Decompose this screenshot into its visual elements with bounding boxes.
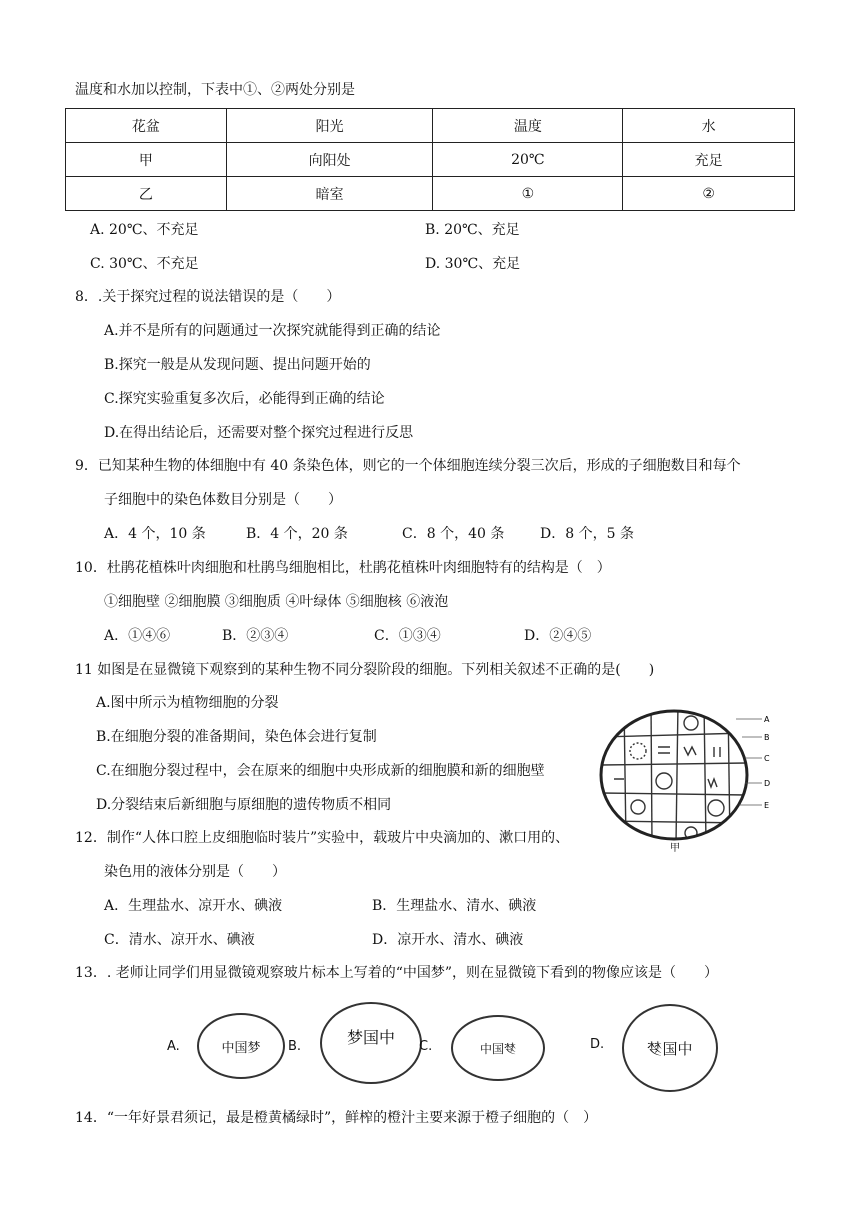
q10-items: ①细胞壁 ②细胞膜 ③细胞质 ④叶绿体 ⑤细胞核 ⑥液泡 (104, 594, 449, 610)
q10-option-d[interactable]: D．②④⑤ (524, 628, 592, 644)
q13-option-c-image[interactable] (451, 1015, 545, 1081)
label-leaders (736, 719, 762, 805)
table-cell: 乙 (66, 177, 227, 211)
q11-stem: 11 如图是在显微镜下观察到的某种生物不同分裂阶段的细胞。下列相关叙述不正确的是( ) (75, 662, 655, 678)
table-row (66, 177, 795, 211)
q9-option-d[interactable]: D．8 个，5 条 (540, 526, 634, 542)
q13-option-b-letter[interactable]: B. (288, 1039, 302, 1054)
table-header-cell: 花盆 (66, 109, 227, 143)
q8-option-a[interactable]: A.并不是所有的问题通过一次探究就能得到正确的结论 (104, 323, 441, 339)
q13-stem: 13．. 老师让同学们用显微镜观察玻片标本上写着的“中国梦”，则在显微镜下看到的物像应该是（ ） (75, 965, 719, 981)
q13-option-a-text: 中国梦 (221, 1040, 261, 1056)
mirrored-glyph: 梦 (504, 1041, 517, 1056)
q13-option-d-image[interactable] (622, 1004, 718, 1092)
q12-option-a[interactable]: A．生理盐水、凉开水、碘液 (104, 898, 283, 914)
q10-option-c[interactable]: C．①③④ (374, 628, 441, 644)
q13-option-d-letter[interactable]: D. (590, 1037, 605, 1052)
q12-stem-line2: 染色用的液体分别是（ ） (104, 864, 286, 880)
table-cell: 暗室 (226, 177, 433, 211)
q13-option-b-text: 梦国中 (346, 1027, 395, 1047)
q8-stem: 8．.关于探究过程的说法错误的是（ ） (75, 289, 341, 305)
q9-option-b[interactable]: B．4 个，20 条 (246, 526, 348, 542)
q11-option-b[interactable]: B.在细胞分裂的准备期间，染色体会进行复制 (96, 729, 377, 745)
q7-option-a[interactable]: A. 20℃、不充足 (90, 222, 199, 238)
q8-option-c[interactable]: C.探究实验重复多次后，必能得到正确的结论 (104, 391, 385, 407)
figure-label-d: D (764, 779, 771, 788)
figure-label-b: B (764, 733, 770, 742)
figure-label-e: E (764, 801, 770, 810)
q8-option-d[interactable]: D.在得出结论后，还需要对整个探究过程进行反思 (104, 425, 414, 441)
table-cell: 充足 (623, 143, 795, 177)
q8-option-b[interactable]: B.探究一般是从发现问题、提出问题开始的 (104, 357, 371, 373)
table-cell: 向阳处 (226, 143, 433, 177)
q11-option-d[interactable]: D.分裂结束后新细胞与原细胞的遗传物质不相同 (96, 797, 392, 813)
table-header-cell: 水 (623, 109, 795, 143)
mirrored-glyph: 梦 (647, 1039, 663, 1058)
q10-stem: 10．杜鹃花植株叶肉细胞和杜鹃鸟细胞相比，杜鹃花植株叶肉细胞特有的结构是（ ） (75, 560, 611, 576)
q13-option-d-text: 国中 (662, 1039, 693, 1058)
microscope-figure (596, 703, 776, 853)
q7-option-d[interactable]: D. 30℃、充足 (425, 256, 521, 272)
q13-option-c-text: 中国 (479, 1041, 504, 1056)
q7-option-b[interactable]: B. 20℃、充足 (425, 222, 520, 238)
q12-option-d[interactable]: D．凉开水、清水、碘液 (372, 932, 524, 948)
figure-label-a: A (764, 715, 770, 724)
field-of-view-ring (601, 711, 747, 839)
q14-stem: 14．“一年好景君须记，最是橙黄橘绿时”，鲜榨的橙汁主要来源于橙子细胞的（ ） (75, 1110, 598, 1126)
q11-option-a[interactable]: A.图中所示为植物细胞的分裂 (96, 695, 279, 711)
q7-option-c[interactable]: C. 30℃、不充足 (90, 256, 199, 272)
q9-stem-line1: 9．已知某种生物的体细胞中有 40 条染色体，则它的一个体细胞连续分裂三次后，形成的子细胞数目和每个 (75, 458, 741, 474)
q9-option-c[interactable]: C．8 个，40 条 (402, 526, 505, 542)
table-header-cell: 阳光 (226, 109, 433, 143)
q13-option-c-letter[interactable]: C. (419, 1039, 433, 1054)
q11-option-c[interactable]: C.在细胞分裂过程中，会在原来的细胞中央形成新的细胞膜和新的细胞壁 (96, 763, 545, 779)
table-cell: ① (433, 177, 623, 211)
table-cell: ② (623, 177, 795, 211)
figure-caption: 甲 (670, 843, 680, 853)
table-row (66, 143, 795, 177)
q13-option-a-letter[interactable]: A. (167, 1039, 180, 1054)
q9-option-a[interactable]: A．4 个，10 条 (104, 526, 206, 542)
q12-option-c[interactable]: C．清水、凉开水、碘液 (104, 932, 255, 948)
table-cell: 甲 (66, 143, 227, 177)
figure-label-c: C (764, 754, 770, 763)
q10-option-a[interactable]: A．①④⑥ (104, 628, 171, 644)
q13-option-b-image[interactable] (320, 1002, 422, 1084)
q12-option-b[interactable]: B．生理盐水、清水、碘液 (372, 898, 537, 914)
q10-option-b[interactable]: B．②③④ (222, 628, 289, 644)
table-cell: 20℃ (433, 143, 623, 177)
table-header-cell: 温度 (433, 109, 623, 143)
experiment-table (65, 108, 795, 211)
table-header-row (66, 109, 795, 143)
intro-text: 温度和水加以控制，下表中①、②两处分别是 (75, 82, 355, 98)
q13-option-a-image[interactable] (197, 1013, 285, 1079)
q9-stem-line2: 子细胞中的染色体数目分别是（ ） (104, 492, 342, 508)
q12-stem-line1: 12．制作“人体口腔上皮细胞临时装片”实验中，载玻片中央滴加的、漱口用的、 (75, 830, 570, 846)
